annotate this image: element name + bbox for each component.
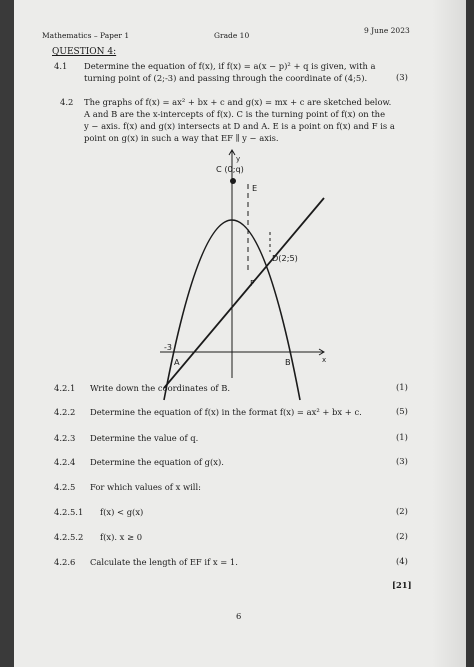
label-c: C (0;q)	[216, 164, 244, 174]
q423-text: Determine the value of q.	[90, 433, 199, 443]
q426-number: 4.2.6	[54, 557, 76, 567]
q4252-text: f(x). x ≥ 0	[100, 532, 143, 542]
q42-number: 4.2	[60, 97, 74, 107]
q423-marks: (1)	[396, 432, 408, 442]
q424-marks: (3)	[396, 456, 408, 466]
page-number: 6	[236, 611, 242, 621]
q425-number: 4.2.5	[54, 482, 76, 492]
exam-page	[14, 0, 466, 667]
q42-line4: point on g(x) in such a way that EF ∥ y − axis.	[84, 133, 279, 143]
label-y: y	[236, 155, 241, 163]
label-b: B	[285, 357, 291, 367]
q421-number: 4.2.1	[54, 383, 76, 393]
q4251-text: f(x) < g(x)	[100, 507, 144, 517]
q42-line2: A and B are the x-intercepts of f(x). C is the turning point of f(x) on the	[84, 109, 386, 119]
q424-number: 4.2.4	[54, 457, 76, 467]
q41-number: 4.1	[54, 61, 68, 71]
header-subject: Mathematics – Paper 1	[42, 31, 130, 40]
label-a: A	[174, 357, 180, 367]
q4252-number: 4.2.5.2	[54, 532, 84, 542]
label-e: E	[252, 183, 258, 193]
question-total: [21]	[392, 580, 412, 590]
question-title: QUESTION 4:	[52, 47, 117, 57]
q4251-marks: (2)	[396, 506, 408, 516]
q422-text: Determine the equation of f(x) in the format f(x) = ax² + bx + c.	[90, 407, 362, 417]
q42-line1: The graphs of f(x) = ax² + bx + c and g(x) = mx + c are sketched below.	[84, 97, 392, 107]
graph-sketch	[14, 0, 466, 667]
q41-line1: Determine the equation of f(x), if f(x) = a(x − p)² + q is given, with a	[84, 61, 376, 71]
label-neg3: -3	[164, 343, 172, 352]
q41-marks: (3)	[396, 72, 408, 82]
header-grade: Grade 10	[214, 31, 250, 40]
label-f: F	[250, 278, 255, 288]
q424-text: Determine the equation of g(x).	[90, 457, 224, 467]
q423-number: 4.2.3	[54, 433, 76, 443]
q4251-number: 4.2.5.1	[54, 507, 84, 517]
label-x: x	[322, 356, 327, 364]
q4252-marks: (2)	[396, 531, 408, 541]
q422-marks: (5)	[396, 406, 408, 416]
q422-number: 4.2.2	[54, 407, 76, 417]
q41-line2: turning point of (2;-3) and passing through the coordinate of (4;5).	[84, 73, 368, 83]
q426-marks: (4)	[396, 556, 408, 566]
q425-text: For which values of x will:	[90, 482, 201, 492]
header-date: 9 June 2023	[364, 26, 410, 35]
q421-text: Write down the coordinates of B.	[90, 383, 231, 393]
q42-line3: y − axis. f(x) and g(x) intersects at D and A. E is a point on f(x) and F is a	[84, 121, 395, 131]
q421-marks: (1)	[396, 382, 408, 392]
label-d: D(2;5)	[272, 253, 298, 263]
point-c	[230, 178, 236, 184]
q426-text: Calculate the length of EF if x = 1.	[90, 557, 238, 567]
